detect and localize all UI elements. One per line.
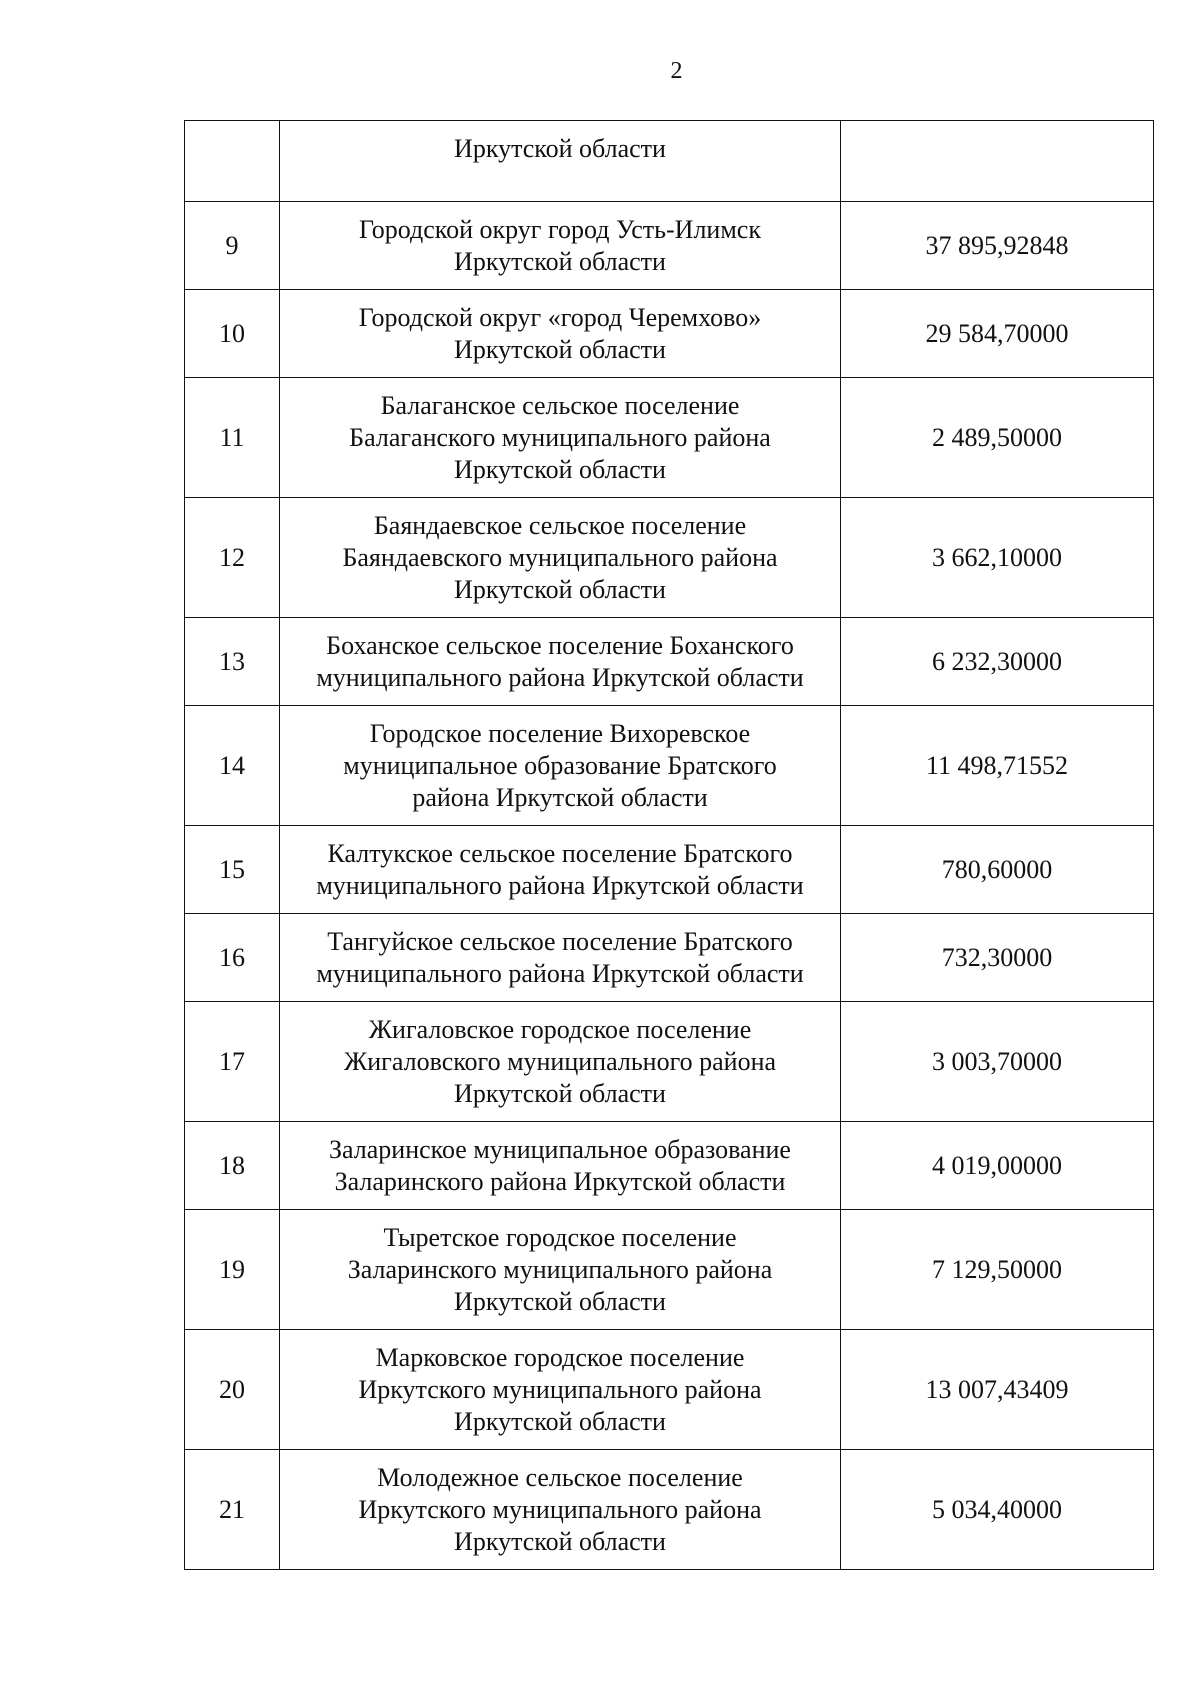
name-line: Городское поселение Вихоревское	[369, 718, 751, 748]
row-number: 10	[185, 290, 280, 378]
name-line: Иркутской области	[454, 1526, 666, 1556]
name-line: Марковское городское поселение	[375, 1342, 745, 1372]
name-line: Иркутской области	[454, 1406, 666, 1436]
amount-cell	[841, 826, 1154, 914]
row-number: 16	[185, 914, 280, 1002]
amount-cell	[841, 914, 1154, 1002]
name-line: Тангуйское сельское поселение Братского	[327, 926, 793, 956]
amount-cell	[841, 1330, 1154, 1450]
name-line: Иркутской области	[454, 134, 666, 163]
allocation-table	[184, 120, 1154, 1570]
row-number: 21	[185, 1450, 280, 1570]
municipality-name-cell	[280, 1330, 841, 1450]
row-number-cell	[185, 121, 280, 202]
name-line: Иркутской области	[454, 246, 666, 276]
name-line: Иркутской области	[454, 454, 666, 484]
name-line: Иркутского муниципального района	[358, 1374, 762, 1404]
table-row	[185, 914, 1154, 1002]
table-row	[185, 618, 1154, 706]
municipality-name-cell	[280, 914, 841, 1002]
row-number: 19	[185, 1210, 280, 1330]
amount-value: 780,60000	[941, 854, 1053, 884]
name-line: Жигаловского муниципального района	[343, 1046, 777, 1076]
name-line: Городской округ город Усть-Илимск	[359, 214, 761, 244]
amount-value: 37 895,92848	[925, 230, 1069, 260]
name-line: Иркутской области	[454, 1286, 666, 1316]
row-number: 18	[185, 1122, 280, 1210]
table-row	[185, 706, 1154, 826]
amount-cell	[841, 618, 1154, 706]
amount-value: 3 003,70000	[932, 1046, 1062, 1076]
amount-value: 2 489,50000	[932, 422, 1062, 452]
municipality-name-cell	[280, 1450, 841, 1570]
row-number: 9	[185, 202, 280, 290]
amount-value: 4 019,00000	[932, 1150, 1062, 1180]
name-line: Баяндаевского муниципального района	[342, 542, 778, 572]
municipality-name-cell	[280, 706, 841, 826]
name-line: Балаганского муниципального района	[349, 422, 771, 452]
name-line: Молодежное сельское поселение	[377, 1462, 743, 1492]
municipality-name-cell	[280, 202, 841, 290]
name-line: Жигаловское городское поселение	[368, 1014, 752, 1044]
municipality-name-cell	[280, 378, 841, 498]
municipality-name-cell	[280, 826, 841, 914]
amount-value: 29 584,70000	[925, 318, 1069, 348]
amount-value: 11 498,71552	[925, 750, 1069, 780]
row-number: 20	[185, 1330, 280, 1450]
table-row	[185, 1450, 1154, 1570]
municipality-name-cell	[280, 1002, 841, 1122]
row-number: 17	[185, 1002, 280, 1122]
name-line: Заларинского муниципального района	[347, 1254, 773, 1284]
municipality-name-cell	[280, 290, 841, 378]
name-line: Тыретское городское поселение	[383, 1222, 737, 1252]
table-row	[185, 378, 1154, 498]
municipality-name-cell	[280, 498, 841, 618]
amount-value: 3 662,10000	[932, 542, 1062, 572]
amount-cell	[841, 498, 1154, 618]
amount-cell	[841, 1210, 1154, 1330]
municipality-name-cell	[280, 121, 841, 202]
name-line: Иркутской области	[454, 1078, 666, 1108]
amount-cell	[841, 290, 1154, 378]
amount-value: 7 129,50000	[932, 1254, 1062, 1284]
name-line: Баяндаевское сельское поселение	[373, 510, 747, 540]
table-row	[185, 1002, 1154, 1122]
name-line: Заларинское муниципальное образование	[329, 1134, 791, 1164]
table-row	[185, 1122, 1154, 1210]
amount-value: 6 232,30000	[932, 646, 1062, 676]
row-number: 11	[185, 378, 280, 498]
amount-value: 5 034,40000	[932, 1494, 1062, 1524]
page-number: 2	[670, 58, 683, 84]
table-row	[185, 826, 1154, 914]
amount-cell	[841, 121, 1154, 202]
row-number: 14	[185, 706, 280, 826]
amount-cell	[841, 706, 1154, 826]
row-number: 13	[185, 618, 280, 706]
name-line: муниципальное образование Братского	[343, 750, 777, 780]
amount-cell	[841, 378, 1154, 498]
name-line: Иркутской области	[454, 574, 666, 604]
table-row	[185, 202, 1154, 290]
amount-value: 13 007,43409	[925, 1374, 1069, 1404]
name-line: Заларинского района Иркутской области	[334, 1166, 786, 1196]
municipality-name-cell	[280, 1210, 841, 1330]
row-number: 15	[185, 826, 280, 914]
name-line: Балаганское сельское поселение	[380, 390, 740, 420]
table-row	[185, 1210, 1154, 1330]
name-line: Иркутской области	[454, 334, 666, 364]
name-line: Городской округ «город Черемхово»	[358, 302, 762, 332]
name-line: муниципального района Иркутской области	[316, 870, 804, 900]
amount-cell	[841, 202, 1154, 290]
name-line: Иркутского муниципального района	[358, 1494, 762, 1524]
name-line: Калтукское сельское поселение Братского	[327, 838, 793, 868]
municipality-name-cell	[280, 1122, 841, 1210]
name-line: муниципального района Иркутской области	[316, 958, 804, 988]
row-number: 12	[185, 498, 280, 618]
amount-cell	[841, 1450, 1154, 1570]
name-line: Боханское сельское поселение Боханского	[326, 630, 794, 660]
amount-cell	[841, 1122, 1154, 1210]
table-row	[185, 290, 1154, 378]
table-row	[185, 498, 1154, 618]
municipality-name-cell	[280, 618, 841, 706]
amount-cell	[841, 1002, 1154, 1122]
name-line: района Иркутской области	[412, 782, 708, 812]
name-line: муниципального района Иркутской области	[316, 662, 804, 692]
table-row-continuation	[185, 121, 1154, 202]
amount-value: 732,30000	[941, 942, 1053, 972]
table-row	[185, 1330, 1154, 1450]
